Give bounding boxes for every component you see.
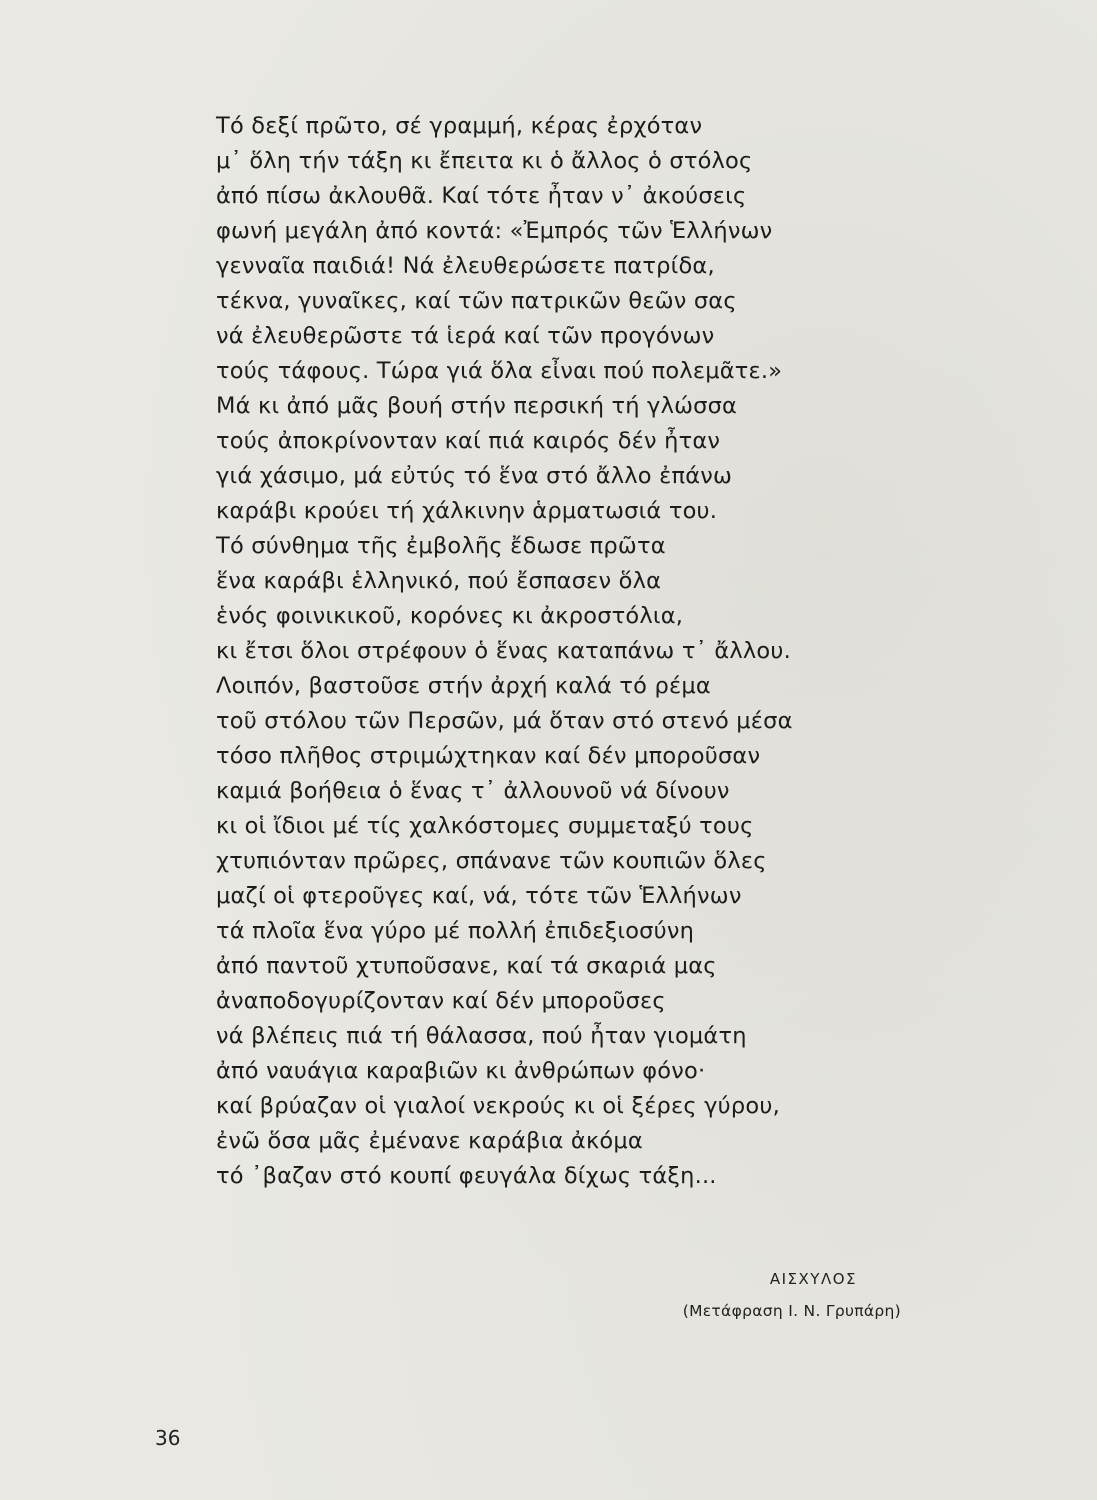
poem-line: Μά κι ἀπό μᾶς βουή στήν περσική τή γλώσσα [216,393,738,419]
poem-line: Τό δεξί πρῶτο, σέ γραμμή, κέρας ἐρχόταν [216,113,703,139]
poem-line: Λοιπόν, βαστοῦσε στήν ἀρχή καλά τό ρέμα [216,673,711,699]
poem-line: ἀναποδογυρίζονταν καί δέν μποροῦσες [216,988,666,1014]
poem-line: καράβι κρούει τή χάλκινην ἁρματωσιά του. [216,498,718,524]
poem-line: ἀπό παντοῦ χτυποῦσανε, καί τά σκαριά μας [216,953,717,979]
poem-line: ἀπό ναυάγια καραβιῶν κι ἀνθρώπων φόνο· [216,1058,706,1084]
poem-line: τέκνα, γυναῖκες, καί τῶν πατρικῶν θεῶν σας [216,288,737,314]
poem-text [216,109,1076,1194]
poem-line: φωνή μεγάλη ἀπό κοντά: «Ἐμπρός τῶν Ἑλλήνων [216,218,773,244]
poem-line: νά ἐλευθερῶστε τά ἱερά καί τῶν προγόνων [216,323,715,349]
poem-line: κι ἔτσι ὅλοι στρέφουν ὁ ἕνας καταπάνω τ᾽ ἄλλου. [216,638,791,664]
poem-line: ἀπό πίσω ἀκλουθᾶ. Καί τότε ἦταν ν᾽ ἀκούσεις [216,183,747,209]
poem-line: ἑνός φοινικικοῦ, κορόνες κι ἀκροστόλια, [216,603,684,629]
poem-line: τό ᾽βαζαν στό κουπί φευγάλα δίχως τάξη... [216,1163,717,1189]
poem-line: νά βλέπεις πιά τή θάλασσα, πού ἦταν γιομάτη [216,1023,747,1049]
poem-line: τούς τάφους. Τώρα γιά ὅλα εἶναι πού πολεμᾶτε.» [216,358,783,384]
translator-credit: (Μετάφραση Ι. Ν. Γρυπάρη) [682,1302,901,1320]
poem-line: γιά χάσιμο, μά εὐτύς τό ἕνα στό ἄλλο ἐπάνω [216,463,733,489]
poem-line: χτυπιόνταν πρῶρες, σπάνανε τῶν κουπιῶν ὅλες [216,848,767,874]
poem-line: ἐνῶ ὅσα μᾶς ἐμένανε καράβια ἀκόμα [216,1128,643,1154]
poem-line: μ᾽ ὅλη τήν τάξη κι ἔπειτα κι ὁ ἄλλος ὁ στόλος [216,148,753,174]
author-name: ΑΙΣΧΥΛΟΣ [769,1270,857,1288]
poem-line: γενναῖα παιδιά! Νά ἐλευθερώσετε πατρίδα, [216,253,715,279]
poem-line: τά πλοῖα ἕνα γύρο μέ πολλή ἐπιδεξιοσύνη [216,918,695,944]
poem-line: καμιά βοήθεια ὁ ἕνας τ᾽ ἀλλουνοῦ νά δίνουν [216,778,730,804]
poem-line: ἕνα καράβι ἑλληνικό, πού ἔσπασεν ὅλα [216,568,662,594]
poem-line: μαζί οἱ φτεροῦγες καί, νά, τότε τῶν Ἑλλήνων [216,883,742,909]
page-number: 36 [155,1426,181,1450]
poem-line: Τό σύνθημα τῆς ἐμβολῆς ἔδωσε πρῶτα [216,533,666,559]
poem-line: τούς ἀποκρίνονταν καί πιά καιρός δέν ἦταν [216,428,721,454]
poem-line: καί βρύαζαν οἱ γιαλοί νεκρούς κι οἱ ξέρες γύρου, [216,1093,780,1119]
poem-line: κι οἱ ἴδιοι μέ τίς χαλκόστομες συμμεταξύ τους [216,813,754,839]
poem-line: τοῦ στόλου τῶν Περσῶν, μά ὅταν στό στενό μέσα [216,708,793,734]
poem-line: τόσο πλῆθος στριμώχτηκαν καί δέν μποροῦσαν [216,743,761,769]
